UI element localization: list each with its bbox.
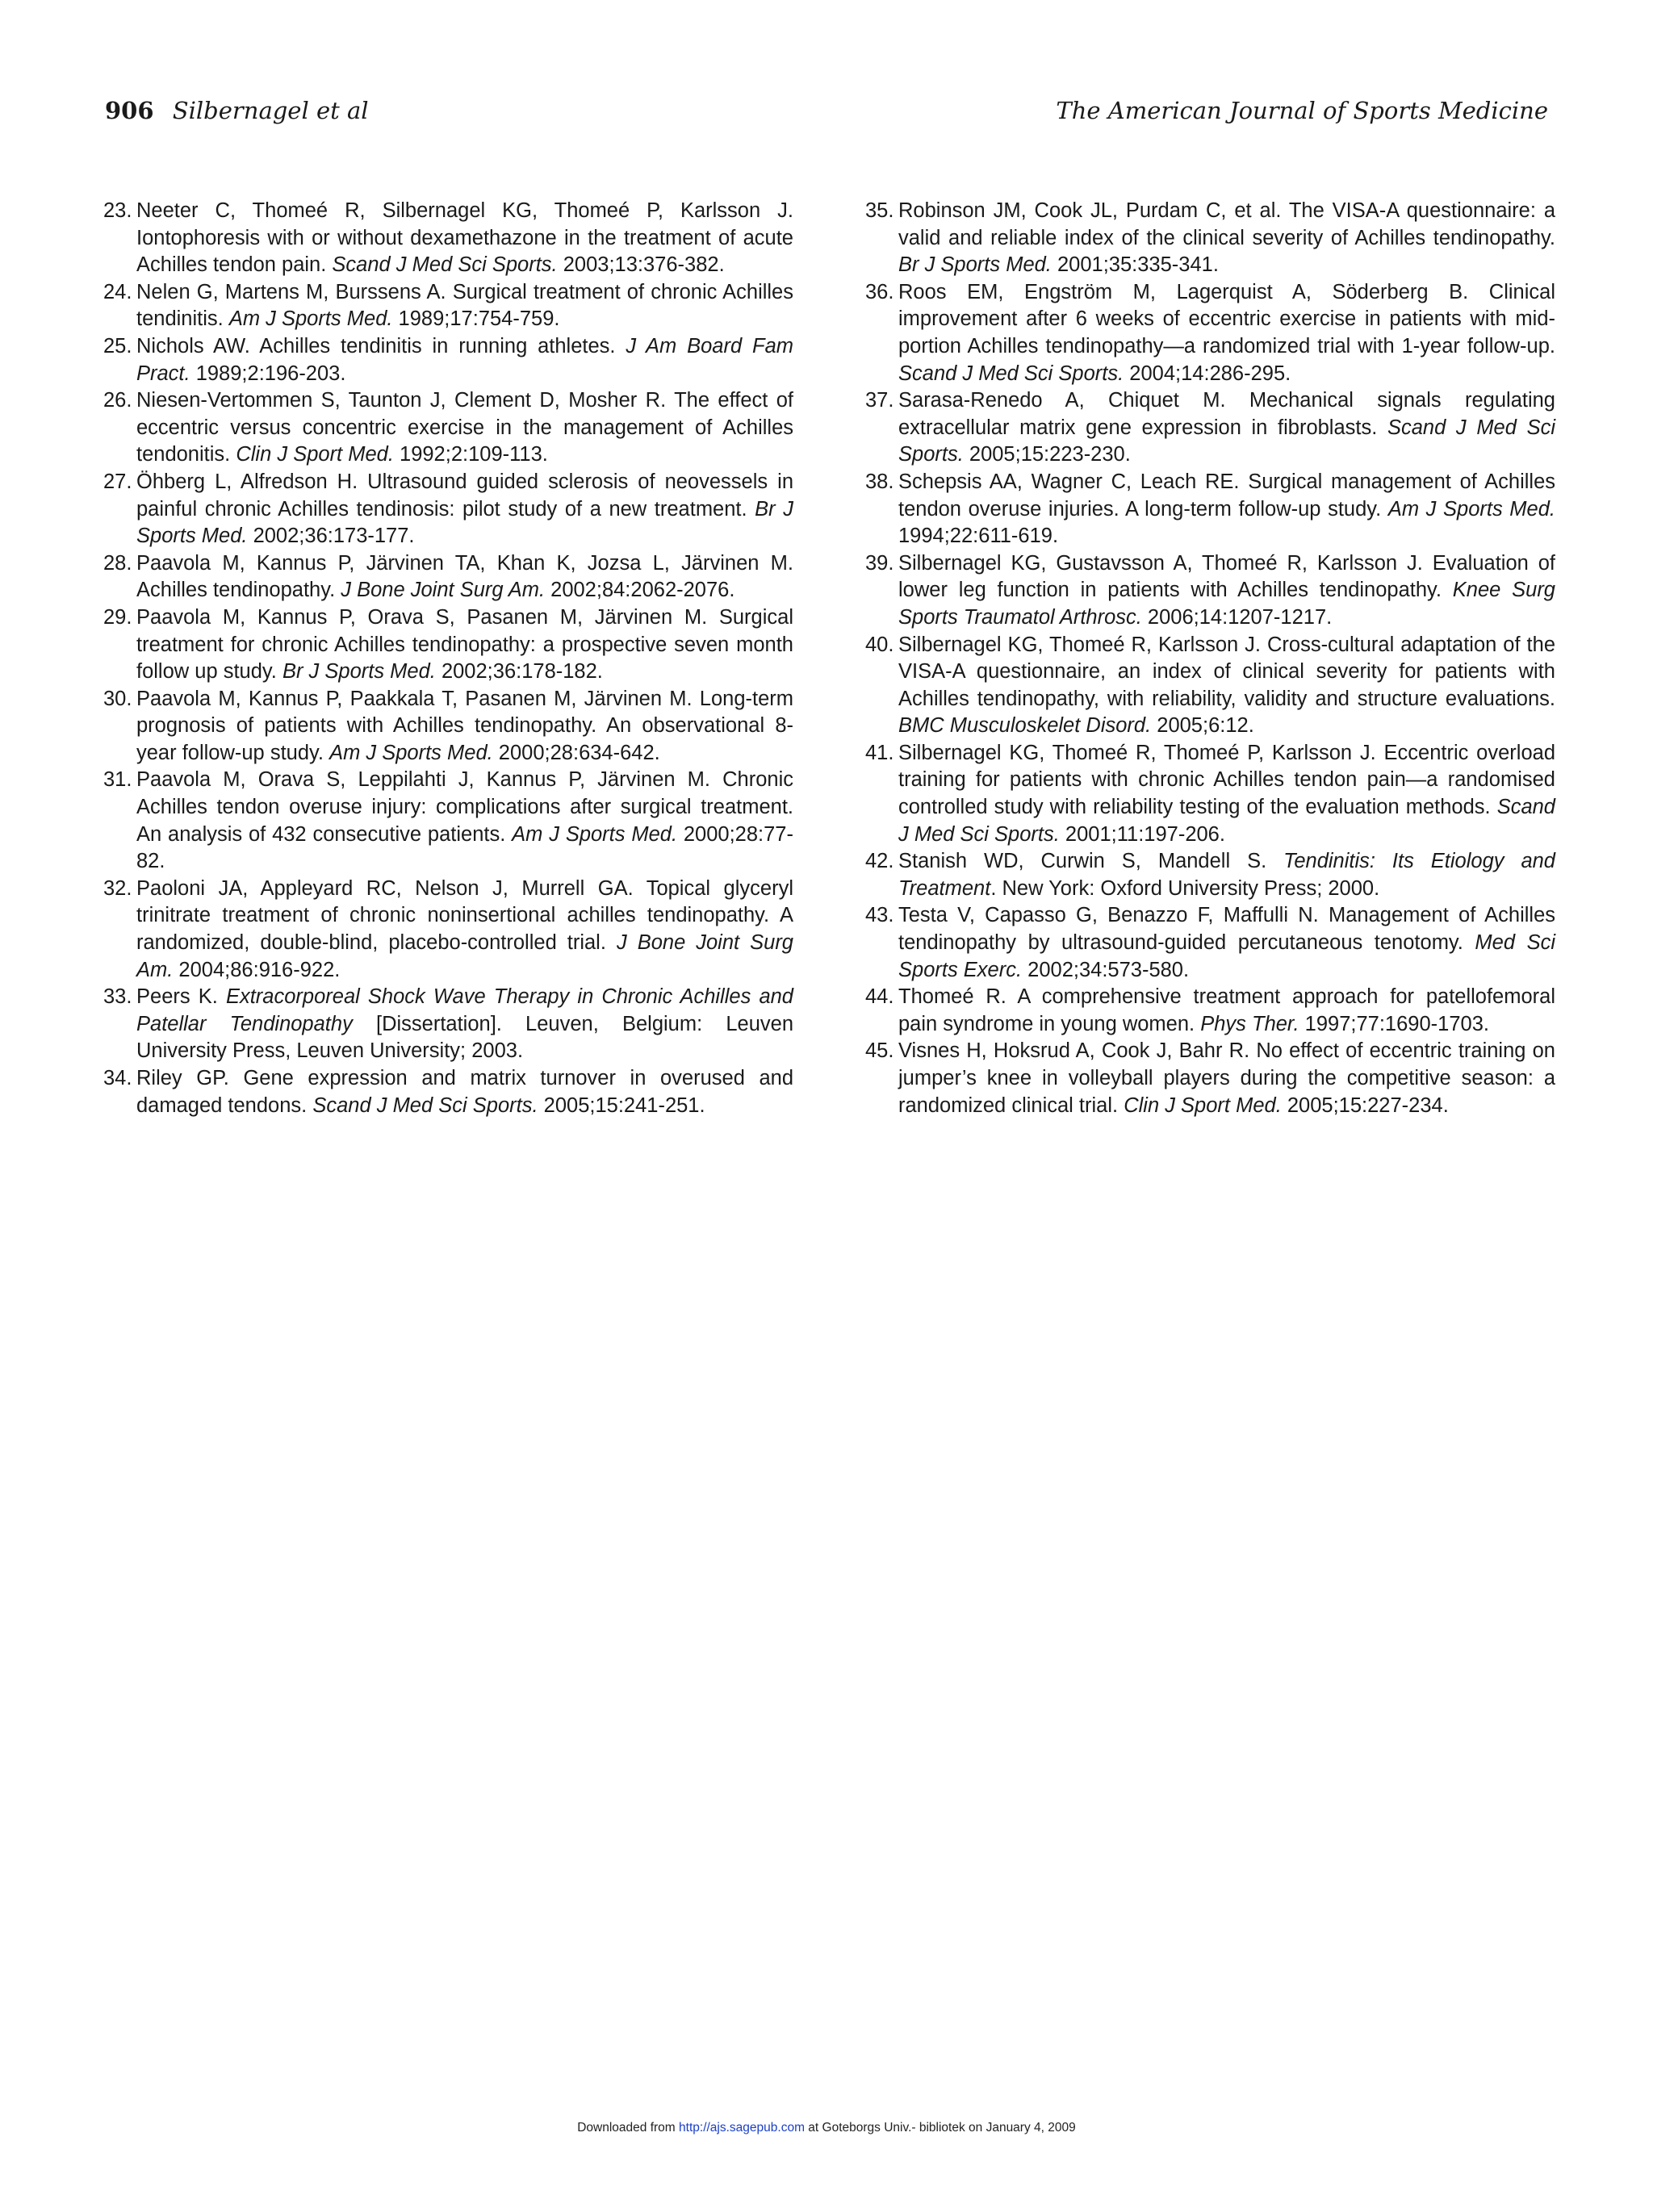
reference-segment: 1997;77:1690-1703. <box>1299 1012 1489 1035</box>
reference-text <box>898 633 1555 738</box>
download-footer <box>0 2121 1653 2135</box>
reference-text <box>898 904 1555 981</box>
reference-segment: Paavola M, Kannus P, Orava S, Pasanen M, Järvinen M. Surgical treatment for chronic Achilles tendinopathy: a prospective seven month follow up study. <box>136 605 793 684</box>
reference-text <box>898 1039 1555 1116</box>
reference-source-italic: Knee Surg Sports Traumatol Arthrosc. <box>898 579 1555 629</box>
reference-text <box>898 850 1555 900</box>
reference-source-italic: Phys Ther. <box>1200 1012 1299 1035</box>
reference-source-italic: Am J Sports Med. <box>1387 497 1555 521</box>
reference-segment: Paavola M, Kannus P, Paakkala T, Pasanen M, Järvinen M. Long-term prognosis of patients with Achilles tendinopathy. An observational 8-year follow-up study. <box>136 687 793 764</box>
reference-number: 38. <box>865 470 894 493</box>
reference-segment: 2005;15:241-251. <box>538 1093 705 1117</box>
reference-source-italic: Am J Sports Med. <box>329 741 493 764</box>
reference-segment: Sarasa-Renedo A, Chiquet M. Mechanical signals regulating extracellular matrix gene expression in fibroblasts. <box>898 389 1555 439</box>
reference-text <box>136 389 793 466</box>
reference-item <box>103 604 793 686</box>
reference-segment: 2006;14:1207-1217. <box>1141 605 1333 629</box>
reference-text <box>136 768 793 872</box>
reference-number: 30. <box>103 687 132 710</box>
reference-segment: 2005;15:223-230. <box>963 443 1131 466</box>
header-left <box>105 97 369 124</box>
reference-segment: 2003;13:376-382. <box>557 253 725 277</box>
reference-number: 42. <box>865 850 894 873</box>
reference-number: 35. <box>865 199 894 222</box>
reference-segment: Stanish WD, Curwin S, Mandell S. <box>898 850 1284 873</box>
reference-source-italic: Am J Sports Med. <box>512 822 678 846</box>
reference-segment: 2004;14:286-295. <box>1124 362 1291 385</box>
reference-item <box>865 279 1555 387</box>
reference-item <box>865 469 1555 550</box>
reference-source-italic: BMC Musculoskelet Disord. <box>898 714 1152 738</box>
reference-segment: . New York: Oxford University Press; 2000. <box>990 876 1380 900</box>
reference-text <box>898 389 1555 466</box>
running-header <box>105 97 1548 137</box>
reference-number: 31. <box>103 768 132 792</box>
reference-number: 24. <box>103 280 132 303</box>
reference-segment: Paoloni JA, Appleyard RC, Nelson J, Murrell GA. Topical glyceryl trinitrate treatment of chronic noninsertional achilles tendinopathy. A randomized, double-blind, placebo-controlled trial. <box>136 876 793 955</box>
reference-segment: 2002;34:573-580. <box>1022 958 1190 981</box>
footer-prefix: Downloaded from <box>577 2121 680 2135</box>
reference-item <box>103 876 793 984</box>
reference-text <box>136 335 793 385</box>
reference-segment: Thomeé R. A comprehensive treatment approach for patellofemoral pain syndrome in young women. <box>898 985 1555 1035</box>
reference-item <box>865 550 1555 632</box>
reference-segment: Silbernagel KG, Gustavsson A, Thomeé R, Karlsson J. Evaluation of lower leg function in patients with Achilles tendinopathy. <box>898 551 1555 602</box>
reference-source-italic: Scand J Med Sci Sports. <box>898 416 1555 466</box>
reference-text <box>136 281 793 331</box>
reference-item <box>103 686 793 767</box>
reference-text <box>136 199 793 276</box>
reference-segment: Öhberg L, Alfredson H. Ultrasound guided sclerosis of neovessels in painful chronic Achilles tendinosis: pilot study of a new treatment. <box>136 470 793 521</box>
reference-number: 32. <box>103 876 132 900</box>
reference-segment: 1994;22:611-619. <box>898 525 1059 548</box>
reference-segment: Silbernagel KG, Thomeé R, Karlsson J. Cross-cultural adaptation of the VISA-A questionnaire, an index of clinical severity for patients with Achilles tendinopathy, with reliability, validity and structure evaluations. <box>898 633 1555 710</box>
reference-item <box>865 848 1555 902</box>
reference-item <box>865 740 1555 848</box>
reference-number: 45. <box>865 1039 894 1063</box>
reference-item <box>865 1038 1555 1119</box>
reference-number: 44. <box>865 985 894 1009</box>
reference-text <box>136 985 793 1062</box>
reference-text <box>136 688 793 764</box>
reference-item <box>103 1065 793 1119</box>
reference-segment: Robinson JM, Cook JL, Purdam C, et al. The VISA-A questionnaire: a valid and reliable index of the clinical severity of Achilles tendinopathy. <box>898 199 1555 249</box>
reference-segment: [Dissertation]. Leuven, Belgium: Leuven University Press, Leuven University; 2003. <box>136 1012 793 1063</box>
reference-source-italic: Scand J Med Sci Sports. <box>312 1093 538 1117</box>
references-column-right <box>865 198 1555 1119</box>
page-number: 906 <box>105 97 154 124</box>
reference-text <box>898 470 1555 547</box>
reference-item <box>103 469 793 550</box>
reference-source-italic: Scand J Med Sci Sports. <box>898 796 1555 846</box>
reference-segment: Roos EM, Engström M, Lagerquist A, Söderberg B. Clinical improvement after 6 weeks of eccentric exercise in patients with mid-portion Achilles tendinopathy—a randomized trial with 1-year follow-up. <box>898 280 1555 358</box>
reference-number: 26. <box>103 389 132 412</box>
reference-number: 41. <box>865 741 894 764</box>
reference-item <box>103 279 793 333</box>
reference-segment: 2002;36:178-182. <box>435 660 603 684</box>
reference-text <box>136 606 793 683</box>
reference-item <box>103 984 793 1065</box>
reference-segment: Testa V, Capasso G, Benazzo F, Maffulli N. Management of Achilles tendinopathy by ultrasound-guided percutaneous tenotomy. <box>898 904 1555 955</box>
reference-source-italic: Am J Sports Med. <box>228 307 393 331</box>
reference-segment: 2000;28:634-642. <box>492 741 660 764</box>
reference-segment: 2002;84:2062-2076. <box>545 579 735 602</box>
reference-number: 25. <box>103 334 132 358</box>
reference-number: 29. <box>103 605 132 629</box>
reference-segment: 2005;6:12. <box>1151 714 1254 738</box>
reference-text <box>136 470 793 547</box>
reference-source-italic: J Bone Joint Surg Am. <box>341 579 546 602</box>
reference-text <box>136 1067 793 1117</box>
reference-segment: Schepsis AA, Wagner C, Leach RE. Surgical management of Achilles tendon overuse injuries. A long-term follow-up study. <box>898 470 1555 521</box>
reference-segment: 2000;28:77-82. <box>136 822 793 873</box>
reference-segment: Nelen G, Martens M, Burssens A. Surgical treatment of chronic Achilles tendinitis. <box>136 280 793 331</box>
reference-number: 27. <box>103 470 132 493</box>
reference-segment: Peers K. <box>136 985 226 1009</box>
reference-item <box>865 387 1555 469</box>
reference-text <box>136 877 793 981</box>
reference-number: 34. <box>103 1067 132 1089</box>
reference-text <box>136 552 793 602</box>
reference-item <box>865 632 1555 740</box>
reference-source-italic: Scand J Med Sci Sports. <box>898 362 1124 385</box>
references-column-left <box>103 198 793 1119</box>
journal-title: The American Journal of Sports Medicine <box>1056 97 1548 124</box>
reference-number: 23. <box>103 199 132 222</box>
reference-source-italic: Scand J Med Sci Sports. <box>332 253 558 277</box>
reference-segment: Niesen-Vertommen S, Taunton J, Clement D, Mosher R. The effect of eccentric versus concentric exercise in the management of Achilles tendonitis. <box>136 389 793 466</box>
running-author: Silbernagel et al <box>172 97 369 124</box>
reference-segment: Nichols AW. Achilles tendinitis in running athletes. <box>136 334 626 358</box>
footer-link[interactable]: http://ajs.sagepub.com <box>679 2121 805 2135</box>
reference-number: 33. <box>103 985 132 1009</box>
reference-item <box>103 387 793 469</box>
reference-source-italic: Med Sci Sports Exerc. <box>898 931 1555 981</box>
reference-source-italic: Extracorporeal Shock Wave Therapy in Chronic Achilles and Patellar Tendinopathy <box>136 985 793 1035</box>
reference-segment: 1992;2:109-113. <box>393 443 548 466</box>
reference-text <box>898 552 1555 629</box>
reference-item <box>865 198 1555 279</box>
reference-item <box>103 198 793 279</box>
reference-segment: 2002;36:173-177. <box>247 525 415 548</box>
reference-source-italic: Br J Sports Med. <box>282 660 436 684</box>
reference-number: 36. <box>865 280 894 303</box>
reference-segment: Silbernagel KG, Thomeé R, Thomeé P, Karlsson J. Eccentric overload training for patients with chronic Achilles tendon pain—a randomised controlled study with reliability testing of the evaluation methods. <box>898 741 1555 819</box>
reference-source-italic: J Bone Joint Surg Am. <box>136 931 793 981</box>
reference-source-italic: Br J Sports Med. <box>136 497 793 548</box>
reference-text <box>898 281 1555 385</box>
reference-item <box>865 984 1555 1038</box>
reference-segment: 1989;2:196-203. <box>190 362 346 385</box>
reference-source-italic: Tendinitis: Its Etiology and Treatment <box>898 850 1555 900</box>
reference-number: 43. <box>865 904 894 927</box>
reference-number: 37. <box>865 389 894 412</box>
reference-number: 39. <box>865 551 894 575</box>
reference-segment: Neeter C, Thomeé R, Silbernagel KG, Thomeé P, Karlsson J. Iontophoresis with or without dexamethazone in the treatment of acute Achilles tendon pain. <box>136 199 793 277</box>
reference-segment: Paavola M, Kannus P, Järvinen TA, Khan K, Jozsa L, Järvinen M. Achilles tendinopathy. <box>136 551 793 602</box>
reference-number: 40. <box>865 633 894 656</box>
reference-item <box>103 333 793 387</box>
reference-segment: 2001;35:335-341. <box>1051 253 1219 277</box>
reference-segment: 2005;15:227-234. <box>1281 1093 1449 1117</box>
footer-suffix: at Goteborgs Univ.- bibliotek on January 4, 2009 <box>805 2121 1076 2135</box>
reference-segment: Visnes H, Hoksrud A, Cook J, Bahr R. No effect of eccentric training on jumper’s knee in volleyball players during the competitive season: a randomized clinical trial. <box>898 1039 1555 1117</box>
reference-text <box>898 742 1555 846</box>
reference-text <box>898 985 1555 1035</box>
reference-source-italic: Clin J Sport Med. <box>236 443 394 466</box>
reference-segment: 1989;17:754-759. <box>392 307 560 331</box>
reference-text <box>898 199 1555 276</box>
reference-item <box>103 767 793 875</box>
reference-segment: 2001;11:197-206. <box>1059 822 1225 846</box>
reference-item <box>103 550 793 604</box>
reference-number: 28. <box>103 551 132 575</box>
reference-source-italic: Clin J Sport Med. <box>1124 1093 1282 1117</box>
reference-segment: Riley GP. Gene expression and matrix turnover in overused and damaged tendons. <box>136 1067 793 1117</box>
reference-segment: 2004;86:916-922. <box>173 958 341 981</box>
reference-segment: Paavola M, Orava S, Leppilahti J, Kannus P, Järvinen M. Chronic Achilles tendon overuse injury: complications after surgical treatment. An analysis of 432 consecutive patients. <box>136 768 793 846</box>
reference-source-italic: Br J Sports Med. <box>898 253 1052 277</box>
reference-item <box>865 902 1555 984</box>
reference-source-italic: J Am Board Fam Pract. <box>136 334 793 385</box>
